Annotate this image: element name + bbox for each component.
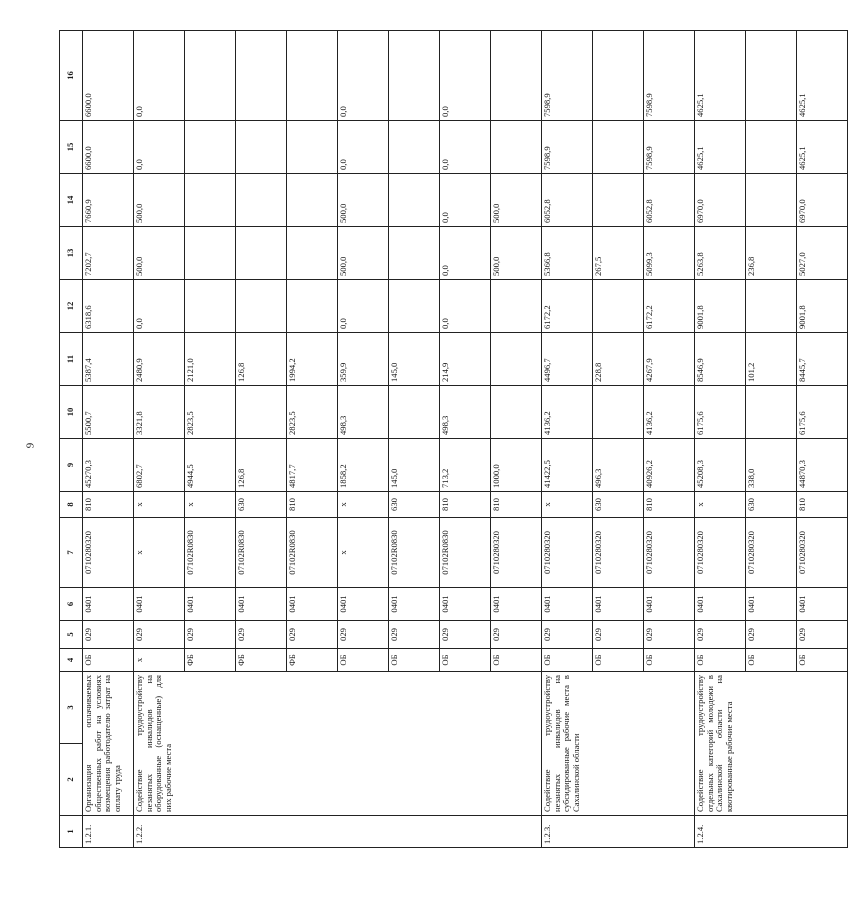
table-row xyxy=(695,31,746,848)
value-cell xyxy=(593,121,644,174)
value-cell xyxy=(491,31,542,121)
value-cell: 0401 xyxy=(236,588,287,621)
value-cell: 126,8 xyxy=(236,439,287,492)
value-cell xyxy=(593,31,644,121)
value-cell: 6052,8 xyxy=(542,174,593,227)
value-cell: 029 xyxy=(389,621,440,649)
value-cell: 4267,9 xyxy=(644,333,695,386)
value-cell: 0710280320 xyxy=(83,518,134,588)
column-number-header: 4 xyxy=(60,649,83,672)
column-number-header: 2 xyxy=(60,744,83,816)
value-cell xyxy=(746,386,797,439)
column-number-header: 14 xyxy=(60,174,83,227)
column-number-header: 8 xyxy=(60,492,83,518)
value-cell: 810 xyxy=(797,492,848,518)
value-cell: 500,0 xyxy=(491,227,542,280)
value-cell: 45208,3 xyxy=(695,439,746,492)
value-cell: 810 xyxy=(83,492,134,518)
value-cell: 7598,9 xyxy=(542,121,593,174)
value-cell: х xyxy=(542,492,593,518)
value-cell: 0,0 xyxy=(338,121,389,174)
value-cell: 4625,1 xyxy=(695,31,746,121)
table-body xyxy=(83,31,848,848)
value-cell: 0,0 xyxy=(440,121,491,174)
value-cell: 07102R0830 xyxy=(287,518,338,588)
value-cell: 359,9 xyxy=(338,333,389,386)
value-cell: 713,2 xyxy=(440,439,491,492)
row-number: 1.2.1. xyxy=(83,816,134,848)
value-cell xyxy=(185,121,236,174)
value-cell xyxy=(236,227,287,280)
value-cell: 810 xyxy=(440,492,491,518)
value-cell: 7202,7 xyxy=(83,227,134,280)
funding-source-cell: ОБ xyxy=(746,649,797,672)
value-cell: 0,0 xyxy=(134,280,185,333)
value-cell: 3321,8 xyxy=(134,386,185,439)
value-cell: 0710280320 xyxy=(491,518,542,588)
value-cell: 0710280320 xyxy=(644,518,695,588)
value-cell: 029 xyxy=(83,621,134,649)
value-cell xyxy=(389,227,440,280)
value-cell xyxy=(185,227,236,280)
value-cell: 029 xyxy=(695,621,746,649)
value-cell: 2121,0 xyxy=(185,333,236,386)
column-number-header: 11 xyxy=(60,333,83,386)
value-cell: 630 xyxy=(593,492,644,518)
value-cell xyxy=(491,386,542,439)
value-cell: 41422,5 xyxy=(542,439,593,492)
funding-source-cell: ОБ xyxy=(440,649,491,672)
value-cell: 338,0 xyxy=(746,439,797,492)
value-cell: 0401 xyxy=(746,588,797,621)
value-cell: 6052,8 xyxy=(644,174,695,227)
value-cell: 5500,7 xyxy=(83,386,134,439)
value-cell: х xyxy=(134,518,185,588)
value-cell: 6600,0 xyxy=(83,31,134,121)
value-cell xyxy=(236,280,287,333)
value-cell: 0401 xyxy=(695,588,746,621)
funding-source-cell: ОБ xyxy=(593,649,644,672)
value-cell: 500,0 xyxy=(338,227,389,280)
value-cell: 4817,7 xyxy=(287,439,338,492)
value-cell: 9001,8 xyxy=(797,280,848,333)
value-cell: х xyxy=(134,492,185,518)
value-cell xyxy=(746,174,797,227)
value-cell: 496,3 xyxy=(593,439,644,492)
value-cell xyxy=(287,227,338,280)
value-cell: 4625,1 xyxy=(695,121,746,174)
value-cell xyxy=(593,174,644,227)
value-cell: 630 xyxy=(389,492,440,518)
value-cell: 0401 xyxy=(593,588,644,621)
value-cell: 0,0 xyxy=(134,31,185,121)
value-cell xyxy=(236,31,287,121)
value-cell: 0,0 xyxy=(440,31,491,121)
value-cell: х xyxy=(695,492,746,518)
activity-name: Содействие трудоустройству незанятых инвалидов на субсидированные рабочие места в Сахалинской области xyxy=(542,672,695,816)
value-cell xyxy=(389,280,440,333)
value-cell xyxy=(287,121,338,174)
column-number-header: 5 xyxy=(60,621,83,649)
value-cell: 0401 xyxy=(338,588,389,621)
row-number: 1.2.4. xyxy=(695,816,848,848)
value-cell: 6172,2 xyxy=(644,280,695,333)
value-cell: 498,3 xyxy=(338,386,389,439)
value-cell: 0710280320 xyxy=(542,518,593,588)
value-cell: 0,0 xyxy=(440,174,491,227)
column-number-header: 3 xyxy=(60,672,83,744)
value-cell: 214,9 xyxy=(440,333,491,386)
funding-source-cell: ОБ xyxy=(695,649,746,672)
value-cell: х xyxy=(185,492,236,518)
value-cell: 40926,2 xyxy=(644,439,695,492)
column-number-header: 9 xyxy=(60,439,83,492)
value-cell: 500,0 xyxy=(338,174,389,227)
value-cell: 029 xyxy=(185,621,236,649)
value-cell: 0401 xyxy=(440,588,491,621)
value-cell xyxy=(491,333,542,386)
value-cell: 0401 xyxy=(185,588,236,621)
value-cell: 630 xyxy=(746,492,797,518)
value-cell: 07102R0830 xyxy=(389,518,440,588)
value-cell: 6175,6 xyxy=(797,386,848,439)
value-cell: 5263,8 xyxy=(695,227,746,280)
value-cell: 0401 xyxy=(83,588,134,621)
funding-source-cell: ОБ xyxy=(491,649,542,672)
value-cell: 029 xyxy=(593,621,644,649)
value-cell: 1000,0 xyxy=(491,439,542,492)
value-cell: 500,0 xyxy=(134,227,185,280)
value-cell xyxy=(593,386,644,439)
column-number-header: 16 xyxy=(60,31,83,121)
value-cell: 44870,3 xyxy=(797,439,848,492)
value-cell: 6970,0 xyxy=(797,174,848,227)
funding-source-cell: ОБ xyxy=(338,649,389,672)
funding-source-cell: ФБ xyxy=(185,649,236,672)
funding-source-cell: ОБ xyxy=(797,649,848,672)
value-cell: 6175,6 xyxy=(695,386,746,439)
value-cell: 4625,1 xyxy=(797,31,848,121)
value-cell: 2823,5 xyxy=(287,386,338,439)
value-cell: 7598,9 xyxy=(542,31,593,121)
value-cell: 0401 xyxy=(287,588,338,621)
value-cell: 029 xyxy=(542,621,593,649)
value-cell xyxy=(389,121,440,174)
value-cell: 0401 xyxy=(389,588,440,621)
funding-source-cell: ОБ xyxy=(644,649,695,672)
value-cell: 0,0 xyxy=(440,227,491,280)
value-cell xyxy=(236,386,287,439)
value-cell: 029 xyxy=(491,621,542,649)
value-cell: 6600,0 xyxy=(83,121,134,174)
value-cell xyxy=(287,174,338,227)
value-cell: 498,3 xyxy=(440,386,491,439)
page-number: 9 xyxy=(24,442,37,449)
value-cell: 0401 xyxy=(644,588,695,621)
value-cell: 236,8 xyxy=(746,227,797,280)
value-cell: 4625,1 xyxy=(797,121,848,174)
table-row xyxy=(83,31,134,848)
column-number-header: 1 xyxy=(60,816,83,848)
row-number: 1.2.2. xyxy=(134,816,542,848)
value-cell: 8546,9 xyxy=(695,333,746,386)
value-cell: 630 xyxy=(236,492,287,518)
value-cell: 228,8 xyxy=(593,333,644,386)
value-cell: 5099,3 xyxy=(644,227,695,280)
value-cell: 0,0 xyxy=(440,280,491,333)
value-cell: 101,2 xyxy=(746,333,797,386)
value-cell: 07102R0830 xyxy=(440,518,491,588)
value-cell: 0710280320 xyxy=(695,518,746,588)
value-cell: 0,0 xyxy=(134,121,185,174)
budget-table xyxy=(59,30,848,848)
value-cell: 4136,2 xyxy=(644,386,695,439)
column-number-header: 10 xyxy=(60,386,83,439)
value-cell: 0,0 xyxy=(338,31,389,121)
value-cell: 1858,2 xyxy=(338,439,389,492)
value-cell: х xyxy=(338,492,389,518)
column-number-header: 15 xyxy=(60,121,83,174)
value-cell: 0710280320 xyxy=(797,518,848,588)
value-cell xyxy=(185,174,236,227)
value-cell: 0710280320 xyxy=(746,518,797,588)
value-cell: 4496,7 xyxy=(542,333,593,386)
funding-source-cell: ОБ xyxy=(542,649,593,672)
column-number-header: 13 xyxy=(60,227,83,280)
value-cell: 1994,2 xyxy=(287,333,338,386)
value-cell xyxy=(287,280,338,333)
activity-name: Содействие трудоустройству незанятых инвалидов на оборудованные (оснащенные) для них рабочие места xyxy=(134,672,542,816)
value-cell xyxy=(389,31,440,121)
funding-source-cell: ОБ xyxy=(83,649,134,672)
value-cell: 45270,3 xyxy=(83,439,134,492)
value-cell: 7598,9 xyxy=(644,121,695,174)
activity-name: Организация оплачиваемых общественных работ на условиях возмещения работодателю затрат на оплату труда xyxy=(83,672,134,816)
funding-source-cell: ОБ xyxy=(389,649,440,672)
value-cell xyxy=(746,31,797,121)
value-cell: 810 xyxy=(287,492,338,518)
value-cell: 5387,4 xyxy=(83,333,134,386)
value-cell: 0401 xyxy=(797,588,848,621)
value-cell: 0401 xyxy=(542,588,593,621)
value-cell: 029 xyxy=(746,621,797,649)
funding-source-cell: ФБ xyxy=(236,649,287,672)
funding-source-cell: ФБ xyxy=(287,649,338,672)
value-cell: 5366,8 xyxy=(542,227,593,280)
value-cell: 029 xyxy=(440,621,491,649)
value-cell xyxy=(185,280,236,333)
table-row xyxy=(542,31,593,848)
table-header xyxy=(60,31,83,848)
value-cell xyxy=(491,280,542,333)
value-cell: 5027,0 xyxy=(797,227,848,280)
table-row xyxy=(134,31,185,848)
value-cell: 500,0 xyxy=(491,174,542,227)
value-cell: 500,0 xyxy=(134,174,185,227)
value-cell: 0401 xyxy=(491,588,542,621)
value-cell xyxy=(236,174,287,227)
value-cell: 2480,9 xyxy=(134,333,185,386)
row-number: 1.2.3. xyxy=(542,816,695,848)
funding-source-cell: х xyxy=(134,649,185,672)
value-cell: 4944,5 xyxy=(185,439,236,492)
value-cell: 7660,9 xyxy=(83,174,134,227)
value-cell xyxy=(746,121,797,174)
value-cell: 0710280320 xyxy=(593,518,644,588)
value-cell: 7598,9 xyxy=(644,31,695,121)
value-cell: 9001,8 xyxy=(695,280,746,333)
value-cell: 029 xyxy=(236,621,287,649)
column-number-header: 12 xyxy=(60,280,83,333)
value-cell: 6802,7 xyxy=(134,439,185,492)
value-cell: х xyxy=(338,518,389,588)
activity-name: Содействие трудоустройству отдельных категорий молодежи в Сахалинской области на квотированные рабочие места xyxy=(695,672,848,816)
value-cell: 145,0 xyxy=(389,439,440,492)
value-cell: 145,0 xyxy=(389,333,440,386)
value-cell xyxy=(185,31,236,121)
value-cell xyxy=(746,280,797,333)
value-cell xyxy=(389,386,440,439)
column-number-row xyxy=(60,31,83,848)
value-cell: 029 xyxy=(797,621,848,649)
column-number-header: 6 xyxy=(60,588,83,621)
value-cell: 2823,5 xyxy=(185,386,236,439)
value-cell xyxy=(389,174,440,227)
value-cell: 029 xyxy=(287,621,338,649)
value-cell: 267,5 xyxy=(593,227,644,280)
value-cell: 029 xyxy=(644,621,695,649)
value-cell xyxy=(593,280,644,333)
value-cell: 0,0 xyxy=(338,280,389,333)
value-cell: 029 xyxy=(134,621,185,649)
value-cell: 810 xyxy=(644,492,695,518)
value-cell: 810 xyxy=(491,492,542,518)
value-cell: 07102R0830 xyxy=(185,518,236,588)
value-cell xyxy=(491,121,542,174)
column-number-header: 7 xyxy=(60,518,83,588)
value-cell: 4136,2 xyxy=(542,386,593,439)
value-cell: 6318,6 xyxy=(83,280,134,333)
value-cell: 8445,7 xyxy=(797,333,848,386)
value-cell xyxy=(287,31,338,121)
value-cell: 6970,0 xyxy=(695,174,746,227)
value-cell: 029 xyxy=(338,621,389,649)
value-cell: 07102R0830 xyxy=(236,518,287,588)
value-cell: 6172,2 xyxy=(542,280,593,333)
rotated-table-wrapper xyxy=(59,33,807,848)
value-cell: 126,8 xyxy=(236,333,287,386)
value-cell xyxy=(236,121,287,174)
value-cell: 0401 xyxy=(134,588,185,621)
